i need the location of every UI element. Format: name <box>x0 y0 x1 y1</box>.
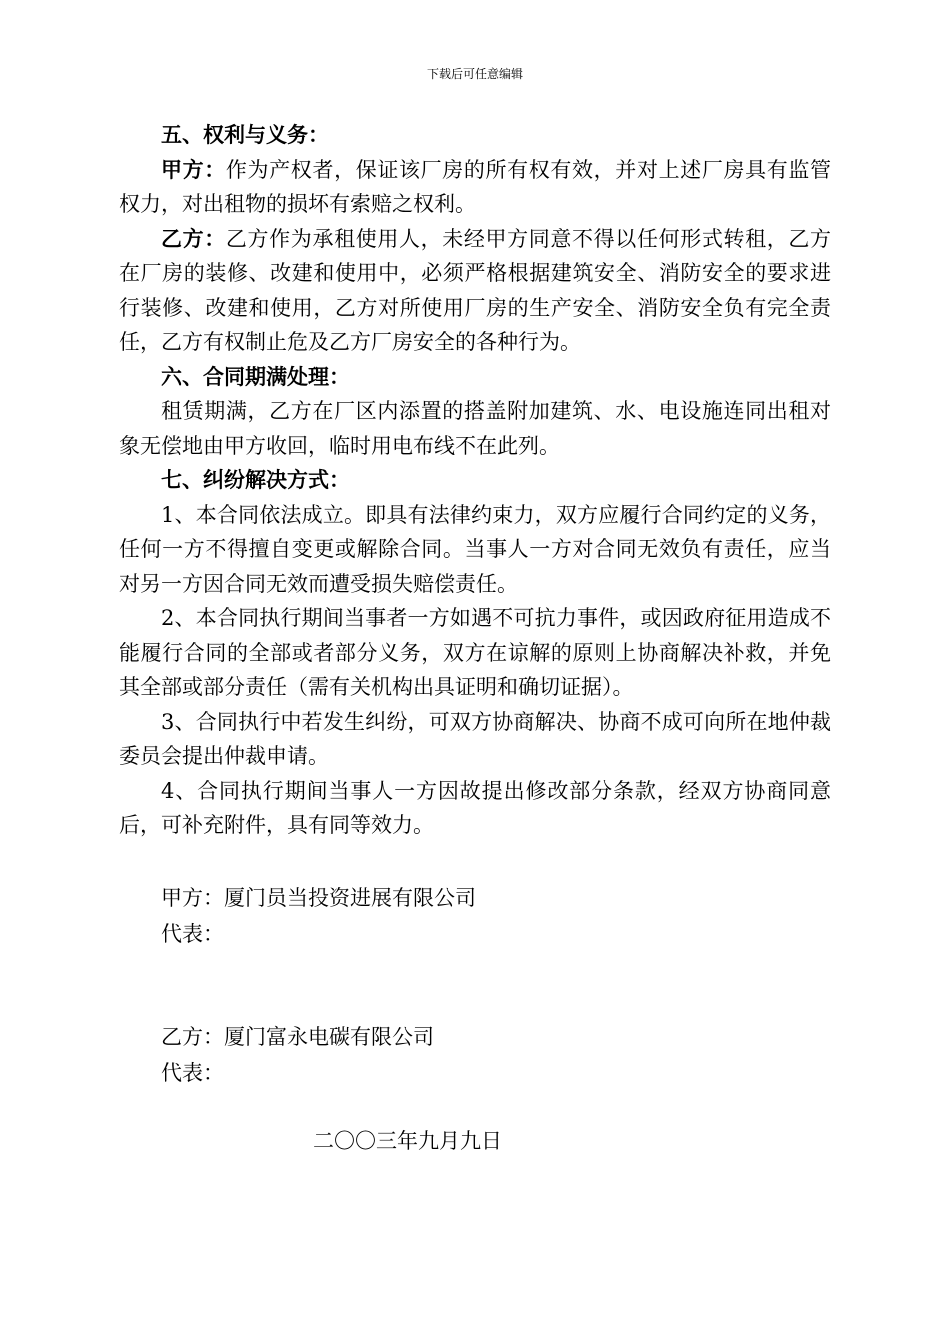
party-a-representative: 代表： <box>161 922 224 946</box>
contract-body <box>119 118 831 843</box>
party-a-signature-block <box>161 880 476 952</box>
page-header: 下载后可任意编辑 <box>426 67 523 81</box>
section-6-heading: 六、合同期满处理： <box>161 363 350 389</box>
section-7-heading: 七、纠纷解决方式： <box>161 467 350 492</box>
party-a-name: 甲方：厦门员当投资进展有限公司 <box>161 886 476 910</box>
party-b-signature-block <box>161 1019 434 1091</box>
contract-date: 二〇〇三年九月九日 <box>313 1129 502 1153</box>
party-b-representative: 代表： <box>161 1061 224 1085</box>
party-b-duties-text: 乙方作为承租使用人，未经甲方同意不得以任何形式转租，乙方在厂房的装修、改建和使用中，必须严格根据建筑安全、消防安全的要求进行装修、改建和使用，乙方对所使用厂房的生产安全、消防安全负有完全责任，乙方有权制止危及乙方厂房安全的各种行为。 <box>119 226 832 354</box>
section-7-item-4: 4、合同执行期间当事人一方因故提出修改部分条款，经双方协商同意后，可补充附件，具有同等效力。 <box>119 778 831 837</box>
party-a-label: 甲方： <box>161 156 226 182</box>
section-7-item-3: 3、合同执行中若发生纠纷，可双方协商解决、协商不成可向所在地仲裁委员会提出仲裁申请。 <box>119 709 831 768</box>
party-b-label: 乙方： <box>161 225 226 251</box>
section-6-paragraph: 租赁期满，乙方在厂区内添置的搭盖附加建筑、水、电设施连同出租对象无偿地由甲方收回，临时用电布线不在此列。 <box>119 399 831 458</box>
section-5-party-b-paragraph <box>119 222 831 360</box>
section-7-item-2: 2、本合同执行期间当事者一方如遇不可抗力事件，或因政府征用造成不能履行合同的全部或者部分义务，双方在谅解的原则上协商解决补救，并免其全部或部分责任（需有关机构出具证明和确切证据）。 <box>119 606 831 699</box>
party-b-name: 乙方：厦门富永电碳有限公司 <box>161 1025 434 1049</box>
section-5-heading: 五、权利与义务： <box>161 122 329 147</box>
section-7-item-1: 1、本合同依法成立。即具有法律约束力，双方应履行合同约定的义务，任何一方不得擅自变更或解除合同。当事人一方对合同无效负有责任，应当对另一方因合同无效而遭受损失赔偿责任。 <box>119 502 831 596</box>
party-a-rights-text: 作为产权者，保证该厂房的所有权有效，并对上述厂房具有监管权力，对出租物的损坏有索赔之权利。 <box>119 157 832 216</box>
section-5-party-a-paragraph <box>119 153 831 222</box>
